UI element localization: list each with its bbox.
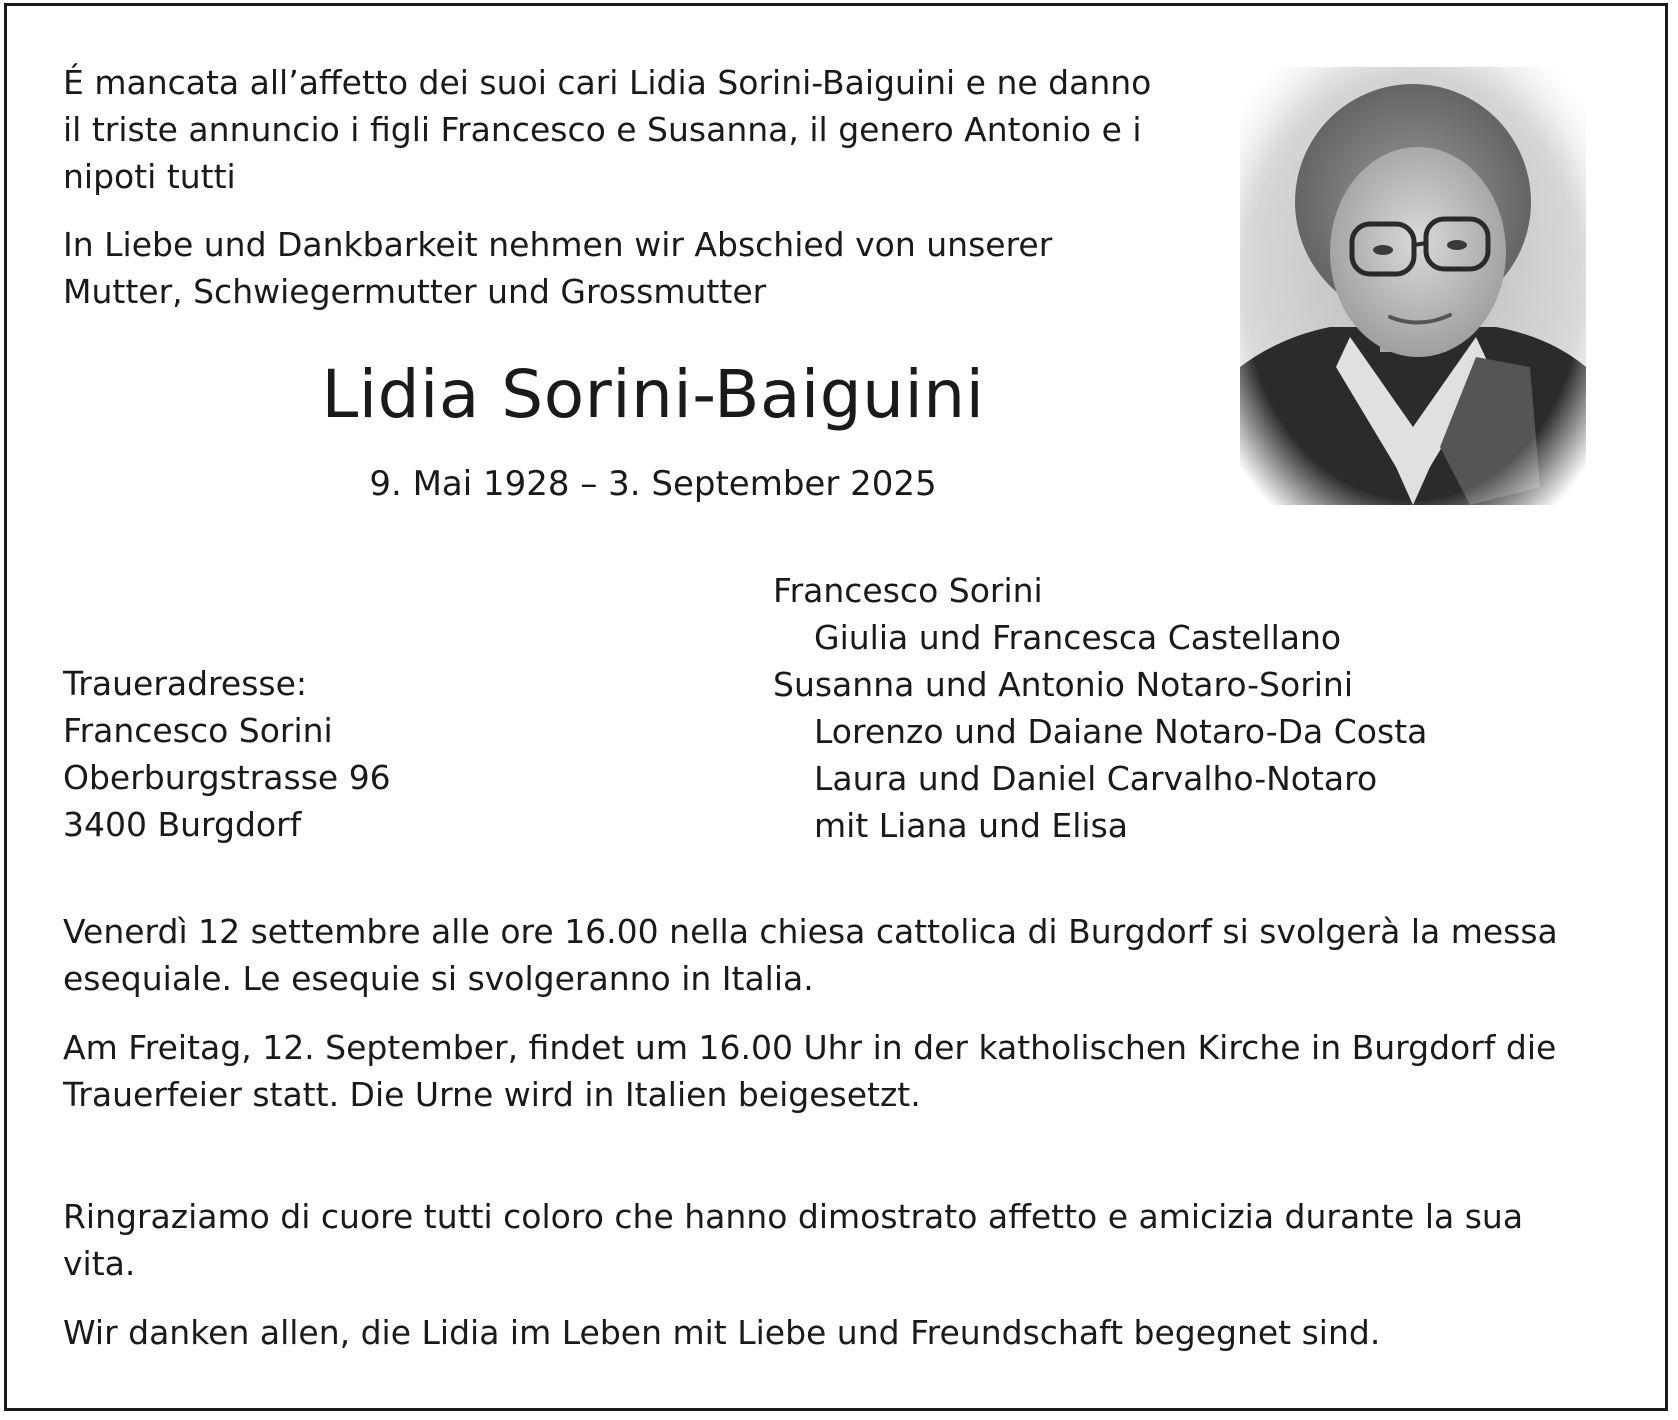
family-member: Laura und Daniel Carvalho-Notaro [814, 759, 1378, 798]
address-name: Francesco Sorini [63, 711, 333, 750]
thanks-german-line-1: Wir danken allen, die Lidia im Leben mit Liebe und Freundschaft begegnet sind. [63, 1313, 1381, 1352]
thanks-italian-line-2: vita. [63, 1244, 136, 1283]
address-label: Traueradresse: [63, 664, 308, 703]
family-member: Francesco Sorini [773, 571, 1043, 610]
intro-german-line-1: In Liebe und Dankbarkeit nehmen wir Abschied von unserer [63, 225, 1053, 264]
service-italian-paragraph [63, 908, 1558, 1002]
family-member: Susanna und Antonio Notaro-Sorini [773, 665, 1354, 704]
service-italian-line-1: Venerdì 12 settembre alle ore 16.00 nella chiesa cattolica di Burgdorf si svolgerà la messa [63, 912, 1558, 951]
portrait-photo-icon [1240, 67, 1586, 505]
intro-italian-paragraph [63, 59, 1193, 200]
life-dates: 9. Mai 1928 – 3. September 2025 [369, 464, 937, 504]
address-city: 3400 Burgdorf [63, 805, 302, 844]
intro-italian-line-1: É mancata all’affetto dei suoi cari Lidia Sorini-Baiguini e ne danno [63, 63, 1152, 102]
intro-italian-line-2: il triste annuncio i figli Francesco e Susanna, il genero Antonio e i [63, 110, 1142, 149]
service-german-line-1: Am Freitag, 12. September, findet um 16.00 Uhr in der katholischen Kirche in Burgdorf die [63, 1028, 1557, 1067]
thanks-italian-line-1: Ringraziamo di cuore tutti coloro che hanno dimostrato affetto e amicizia durante la sua [63, 1197, 1524, 1236]
service-italian-line-2: esequiale. Le esequie si svolgeranno in Italia. [63, 959, 814, 998]
service-german-line-2: Trauerfeier statt. Die Urne wird in Italien beigesetzt. [63, 1075, 921, 1114]
mourning-address [63, 660, 391, 848]
thanks-german-paragraph [63, 1309, 1380, 1356]
family-member: mit Liana und Elisa [814, 806, 1129, 845]
intro-italian-line-3: nipoti tutti [63, 157, 236, 196]
thanks-italian-paragraph [63, 1193, 1523, 1287]
intro-german-paragraph [63, 221, 1193, 315]
intro-german-line-2: Mutter, Schwiegermutter und Grossmutter [63, 272, 767, 311]
service-german-paragraph [63, 1024, 1556, 1118]
deceased-name: Lidia Sorini-Baiguini [321, 356, 985, 433]
family-list [773, 567, 1427, 849]
address-street: Oberburgstrasse 96 [63, 758, 391, 797]
family-member: Lorenzo und Daiane Notaro-Da Costa [814, 712, 1428, 751]
family-member: Giulia und Francesca Castellano [814, 618, 1342, 657]
